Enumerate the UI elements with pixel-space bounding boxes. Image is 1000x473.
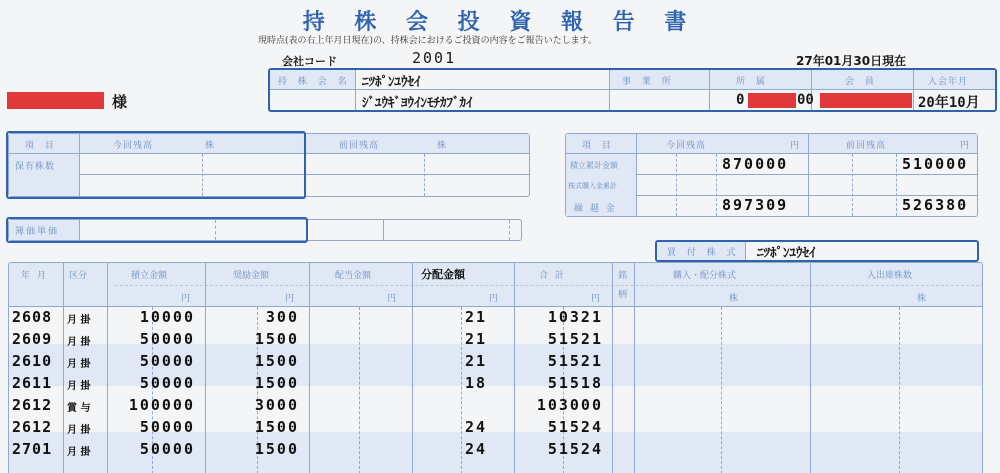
cell-category: 月 掛 xyxy=(67,315,91,326)
cell-year-month: 2701 xyxy=(12,440,53,458)
cell-year-month: 2611 xyxy=(12,374,53,392)
document-subtitle: 現時点(表の右上年月日現在)の、持株会におけるご投資の内容をご報告いたします。 xyxy=(258,36,597,46)
header-category: 区分 xyxy=(69,271,88,281)
cell-total: 103000 xyxy=(536,396,603,414)
cell-category: 賞 与 xyxy=(67,403,91,414)
department-value: 0 xyxy=(736,92,745,108)
cell-year-month: 2609 xyxy=(12,330,53,348)
office-label: 事 業 所 xyxy=(622,77,675,87)
table-row xyxy=(9,350,983,372)
cell-contribution: 50000 xyxy=(139,352,195,370)
unit-yen-contribution: 円 xyxy=(181,294,191,304)
report-date: 27年01月30日現在 xyxy=(796,54,907,68)
amounts-current-label: 今回残高 xyxy=(666,141,707,151)
table-row xyxy=(9,438,983,460)
book-price-highlight xyxy=(6,217,308,243)
unit-shares-transfer: 株 xyxy=(917,294,927,304)
amounts-item-label: 項 目 xyxy=(582,141,615,151)
cell-incentive: 1500 xyxy=(254,352,299,370)
table-row xyxy=(9,328,983,350)
cell-distribution: 21 xyxy=(464,308,487,326)
join-date-label: 入会年月 xyxy=(928,77,969,87)
header-distribution: 分配金額 xyxy=(421,268,465,281)
cell-distribution: 18 xyxy=(464,374,487,392)
member-value: 00 xyxy=(797,92,814,108)
header-purchased-shares: 購入・配分株式 xyxy=(673,271,737,281)
stock-purchase-total-label: 株式購入金累計 xyxy=(568,182,617,190)
cell-incentive: 1500 xyxy=(254,374,299,392)
cell-contribution: 50000 xyxy=(139,330,195,348)
amounts-prev-unit: 円 xyxy=(960,141,974,151)
amounts-prev-label: 前回残高 xyxy=(846,141,887,151)
redacted-member-number xyxy=(820,93,912,108)
table-row xyxy=(9,416,983,438)
cell-incentive: 300 xyxy=(265,308,299,326)
cell-total: 51521 xyxy=(547,352,603,370)
unit-yen-distribution: 円 xyxy=(489,294,499,304)
cell-incentive: 1500 xyxy=(254,418,299,436)
purchased-stock-value: ﾆﾂﾎﾟﾝﾕｳｾｲ xyxy=(757,246,816,261)
unit-yen-incentive: 円 xyxy=(285,294,295,304)
plan-name-line2: ｼﾞﾕｳｷﾞﾖｳｲﾝﾓﾁｶﾌﾞｶｲ xyxy=(362,96,473,111)
cell-total: 10321 xyxy=(547,308,603,326)
carryover-current: 897309 xyxy=(722,196,789,214)
member-label: 会 員 xyxy=(845,77,878,87)
cell-total: 51524 xyxy=(547,418,603,436)
cell-year-month: 2610 xyxy=(12,352,53,370)
redacted-recipient-name xyxy=(7,92,104,109)
cell-year-month: 2612 xyxy=(12,396,53,414)
carryover-prev: 526380 xyxy=(902,196,969,214)
plan-name-line1: ﾆﾂﾎﾟﾝﾕｳｾｲ xyxy=(362,75,421,90)
table-row xyxy=(9,372,983,394)
header-total: 合 計 xyxy=(539,271,566,281)
cell-contribution: 100000 xyxy=(128,396,195,414)
header-contribution: 積立金額 xyxy=(131,271,168,281)
holdings-prev-unit: 株 xyxy=(437,141,451,151)
cell-distribution: 24 xyxy=(464,440,487,458)
cell-category: 月 掛 xyxy=(67,337,91,348)
holdings-item-label: 項 目 xyxy=(25,141,58,151)
cell-year-month: 2608 xyxy=(12,308,53,326)
purchased-stock-label: 買 付 株 式 xyxy=(667,248,740,258)
holdings-prev-label: 前回残高 xyxy=(339,141,380,151)
cell-contribution: 50000 xyxy=(139,374,195,392)
unit-shares-purchased: 株 xyxy=(729,294,739,304)
header-year-month: 年 月 xyxy=(21,271,48,281)
unit-yen-dividend: 円 xyxy=(387,294,397,304)
cell-distribution: 21 xyxy=(464,330,487,348)
cell-category: 月 掛 xyxy=(67,359,91,370)
redacted-department xyxy=(748,93,796,108)
cell-incentive: 1500 xyxy=(254,440,299,458)
shares-held-label: 保有株数 xyxy=(15,162,56,172)
purchased-stock-box xyxy=(655,240,979,262)
department-label: 所 属 xyxy=(736,77,769,87)
cell-incentive: 1500 xyxy=(254,330,299,348)
amounts-table xyxy=(565,133,978,217)
header-transfer-shares: 入出庫株数 xyxy=(867,271,913,281)
cell-total: 51521 xyxy=(547,330,603,348)
cell-total: 51518 xyxy=(547,374,603,392)
cell-year-month: 2612 xyxy=(12,418,53,436)
cell-contribution: 50000 xyxy=(139,418,195,436)
cell-distribution: 24 xyxy=(464,418,487,436)
table-row xyxy=(9,394,983,416)
cell-total: 51524 xyxy=(547,440,603,458)
amounts-current-unit: 円 xyxy=(790,141,804,151)
cell-contribution: 10000 xyxy=(139,308,195,326)
member-info-block xyxy=(268,68,997,112)
join-date-value: 20年10月 xyxy=(918,95,980,111)
book-price-label: 簿価単価 xyxy=(15,227,60,237)
header-brand: 銘柄 xyxy=(618,271,628,300)
cumulative-contribution-label: 積立累計金額 xyxy=(570,161,618,170)
holdings-current-highlight xyxy=(6,131,306,199)
document-title: 持 株 会 投 資 報 告 書 xyxy=(302,9,698,35)
plan-name-label: 持 株 会 名 xyxy=(278,77,351,87)
cell-contribution: 50000 xyxy=(139,440,195,458)
cell-category: 月 掛 xyxy=(67,425,91,436)
cumulative-contribution-current: 870000 xyxy=(722,155,789,173)
holdings-current-unit: 株 xyxy=(205,141,219,151)
unit-yen-total: 円 xyxy=(591,294,601,304)
recipient-suffix: 様 xyxy=(112,93,128,111)
cell-category: 月 掛 xyxy=(67,381,91,392)
cell-incentive: 3000 xyxy=(254,396,299,414)
company-code-label: 会社コード xyxy=(282,55,337,68)
header-incentive: 奨励金額 xyxy=(233,271,270,281)
header-dividend: 配当金額 xyxy=(335,271,372,281)
cell-category: 月 掛 xyxy=(67,447,91,458)
table-row xyxy=(9,306,983,328)
company-code: 2001 xyxy=(412,49,457,67)
cumulative-contribution-prev: 510000 xyxy=(902,155,969,173)
transaction-history-table xyxy=(8,262,983,473)
cell-distribution: 21 xyxy=(464,352,487,370)
carryover-label: 繰 越 金 xyxy=(574,204,617,214)
holdings-current-label: 今回残高 xyxy=(113,141,154,151)
